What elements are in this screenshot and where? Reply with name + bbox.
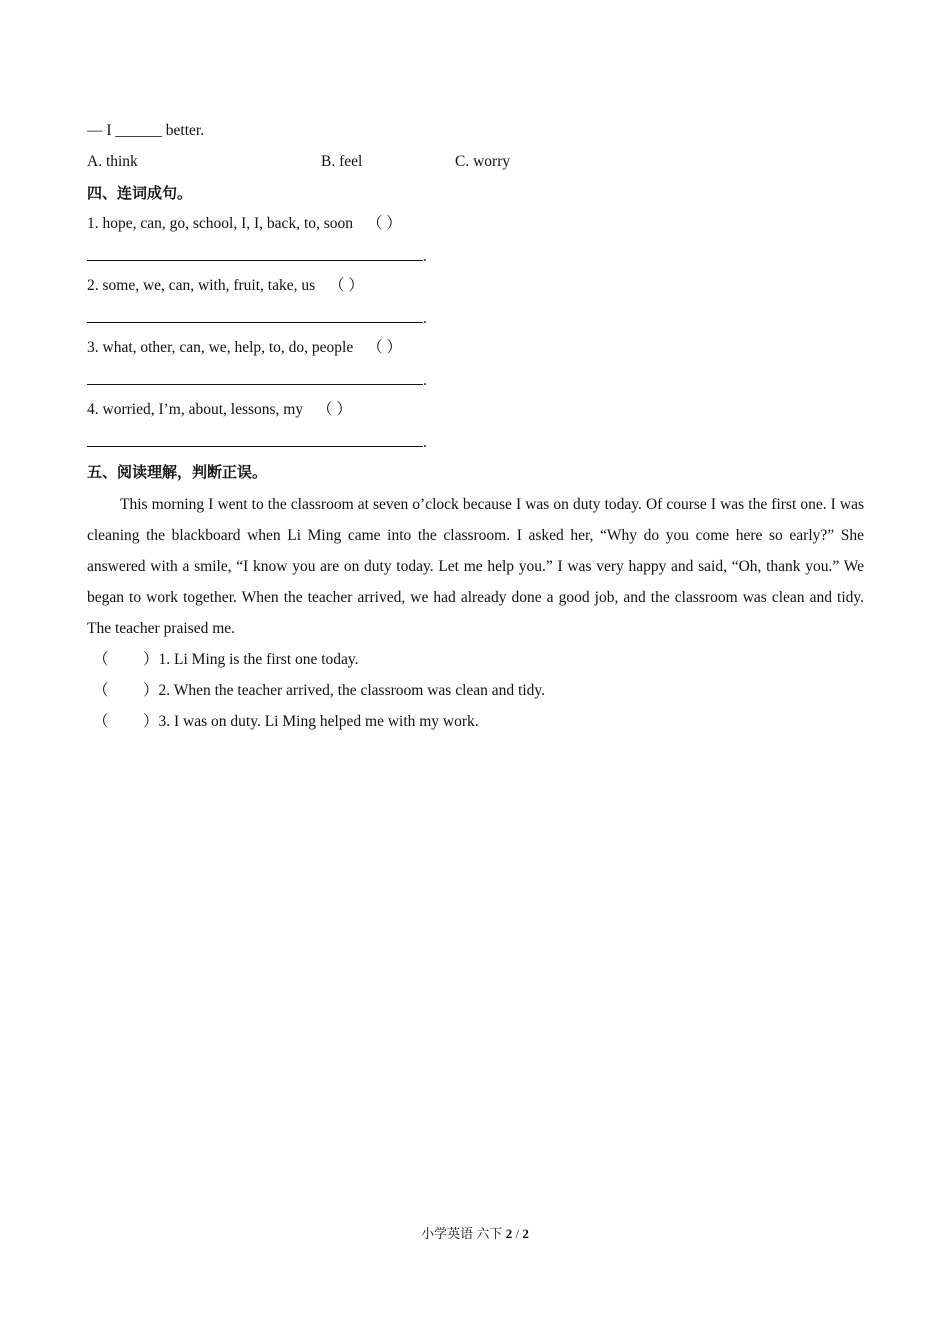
answer-rule[interactable] bbox=[87, 432, 423, 447]
answer-bracket[interactable]: （ ） bbox=[367, 339, 403, 356]
answer-rule[interactable] bbox=[87, 308, 423, 323]
reorder-prompt: 1. hope, can, go, school, I, I, back, to, soon bbox=[87, 215, 354, 232]
reorder-item-4 bbox=[87, 400, 352, 420]
reorder-prompt: 2. some, we, can, with, fruit, take, us bbox=[87, 277, 316, 294]
page-footer bbox=[0, 1224, 950, 1244]
answer-paren-close[interactable]: ） bbox=[143, 682, 159, 699]
reorder-prompt: 3. what, other, can, we, help, to, do, people bbox=[87, 339, 354, 356]
section-5-heading: 五、阅读理解，判断正误。 bbox=[87, 463, 268, 481]
option-c: C. worry bbox=[455, 153, 511, 170]
answer-line-2[interactable] bbox=[87, 308, 427, 329]
option-b: B. feel bbox=[321, 153, 363, 170]
section-4-heading: 四、连词成句。 bbox=[87, 184, 193, 202]
judge-item-2 bbox=[93, 681, 545, 701]
answer-bracket[interactable]: （ ） bbox=[366, 215, 402, 232]
answer-line-3[interactable] bbox=[87, 370, 427, 391]
reorder-item-3 bbox=[87, 338, 402, 358]
reading-passage: This morning I went to the classroom at seven o’clock because I was on duty today. Of course I was the first one. I was cleaning the blackboard when Li Ming came into the classroom. I asked her, “Why do you come here so early?” She answered with a smile, “I know you are on duty today. Let me help you.” I was very happy and said, “Oh, thank you.” We began to work together. When the teacher arrived, we had already done a good job, and the classroom was clean and tidy. The teacher praised me. bbox=[87, 496, 864, 637]
answer-period: . bbox=[423, 372, 427, 389]
dialog-line: — I ______ better. bbox=[87, 122, 205, 139]
answer-period: . bbox=[423, 310, 427, 327]
statement-text: 3. I was on duty. Li Ming helped me with my work. bbox=[158, 713, 479, 730]
answer-paren-open[interactable]: （ bbox=[93, 651, 109, 668]
page-separator: / bbox=[515, 1226, 520, 1241]
answer-paren-open[interactable]: （ bbox=[93, 682, 109, 699]
reorder-item-2 bbox=[87, 276, 364, 296]
answer-rule[interactable] bbox=[87, 246, 423, 261]
answer-line-4[interactable] bbox=[87, 432, 427, 453]
answer-bracket[interactable]: （ ） bbox=[316, 401, 352, 418]
judge-item-1 bbox=[93, 650, 359, 670]
judge-item-3 bbox=[93, 712, 479, 732]
option-a: A. think bbox=[87, 153, 138, 170]
answer-bracket[interactable]: （ ） bbox=[329, 277, 364, 294]
reorder-item-1 bbox=[87, 214, 402, 234]
footer-label: 小学英语 六下 bbox=[421, 1226, 503, 1241]
reorder-prompt: 4. worried, I’m, about, lessons, my bbox=[87, 401, 304, 418]
answer-rule[interactable] bbox=[87, 370, 423, 385]
statement-text: 2. When the teacher arrived, the classroom was clean and tidy. bbox=[158, 682, 546, 699]
answer-period: . bbox=[423, 434, 427, 451]
answer-line-1[interactable] bbox=[87, 246, 427, 267]
page-total: 2 bbox=[522, 1226, 529, 1241]
answer-paren-close[interactable]: ） bbox=[143, 651, 159, 668]
answer-period: . bbox=[423, 248, 427, 265]
answer-paren-close[interactable]: ） bbox=[143, 713, 159, 730]
page-current: 2 bbox=[505, 1226, 513, 1241]
statement-text: 1. Li Ming is the first one today. bbox=[158, 651, 359, 668]
answer-paren-open[interactable]: （ bbox=[93, 713, 109, 730]
